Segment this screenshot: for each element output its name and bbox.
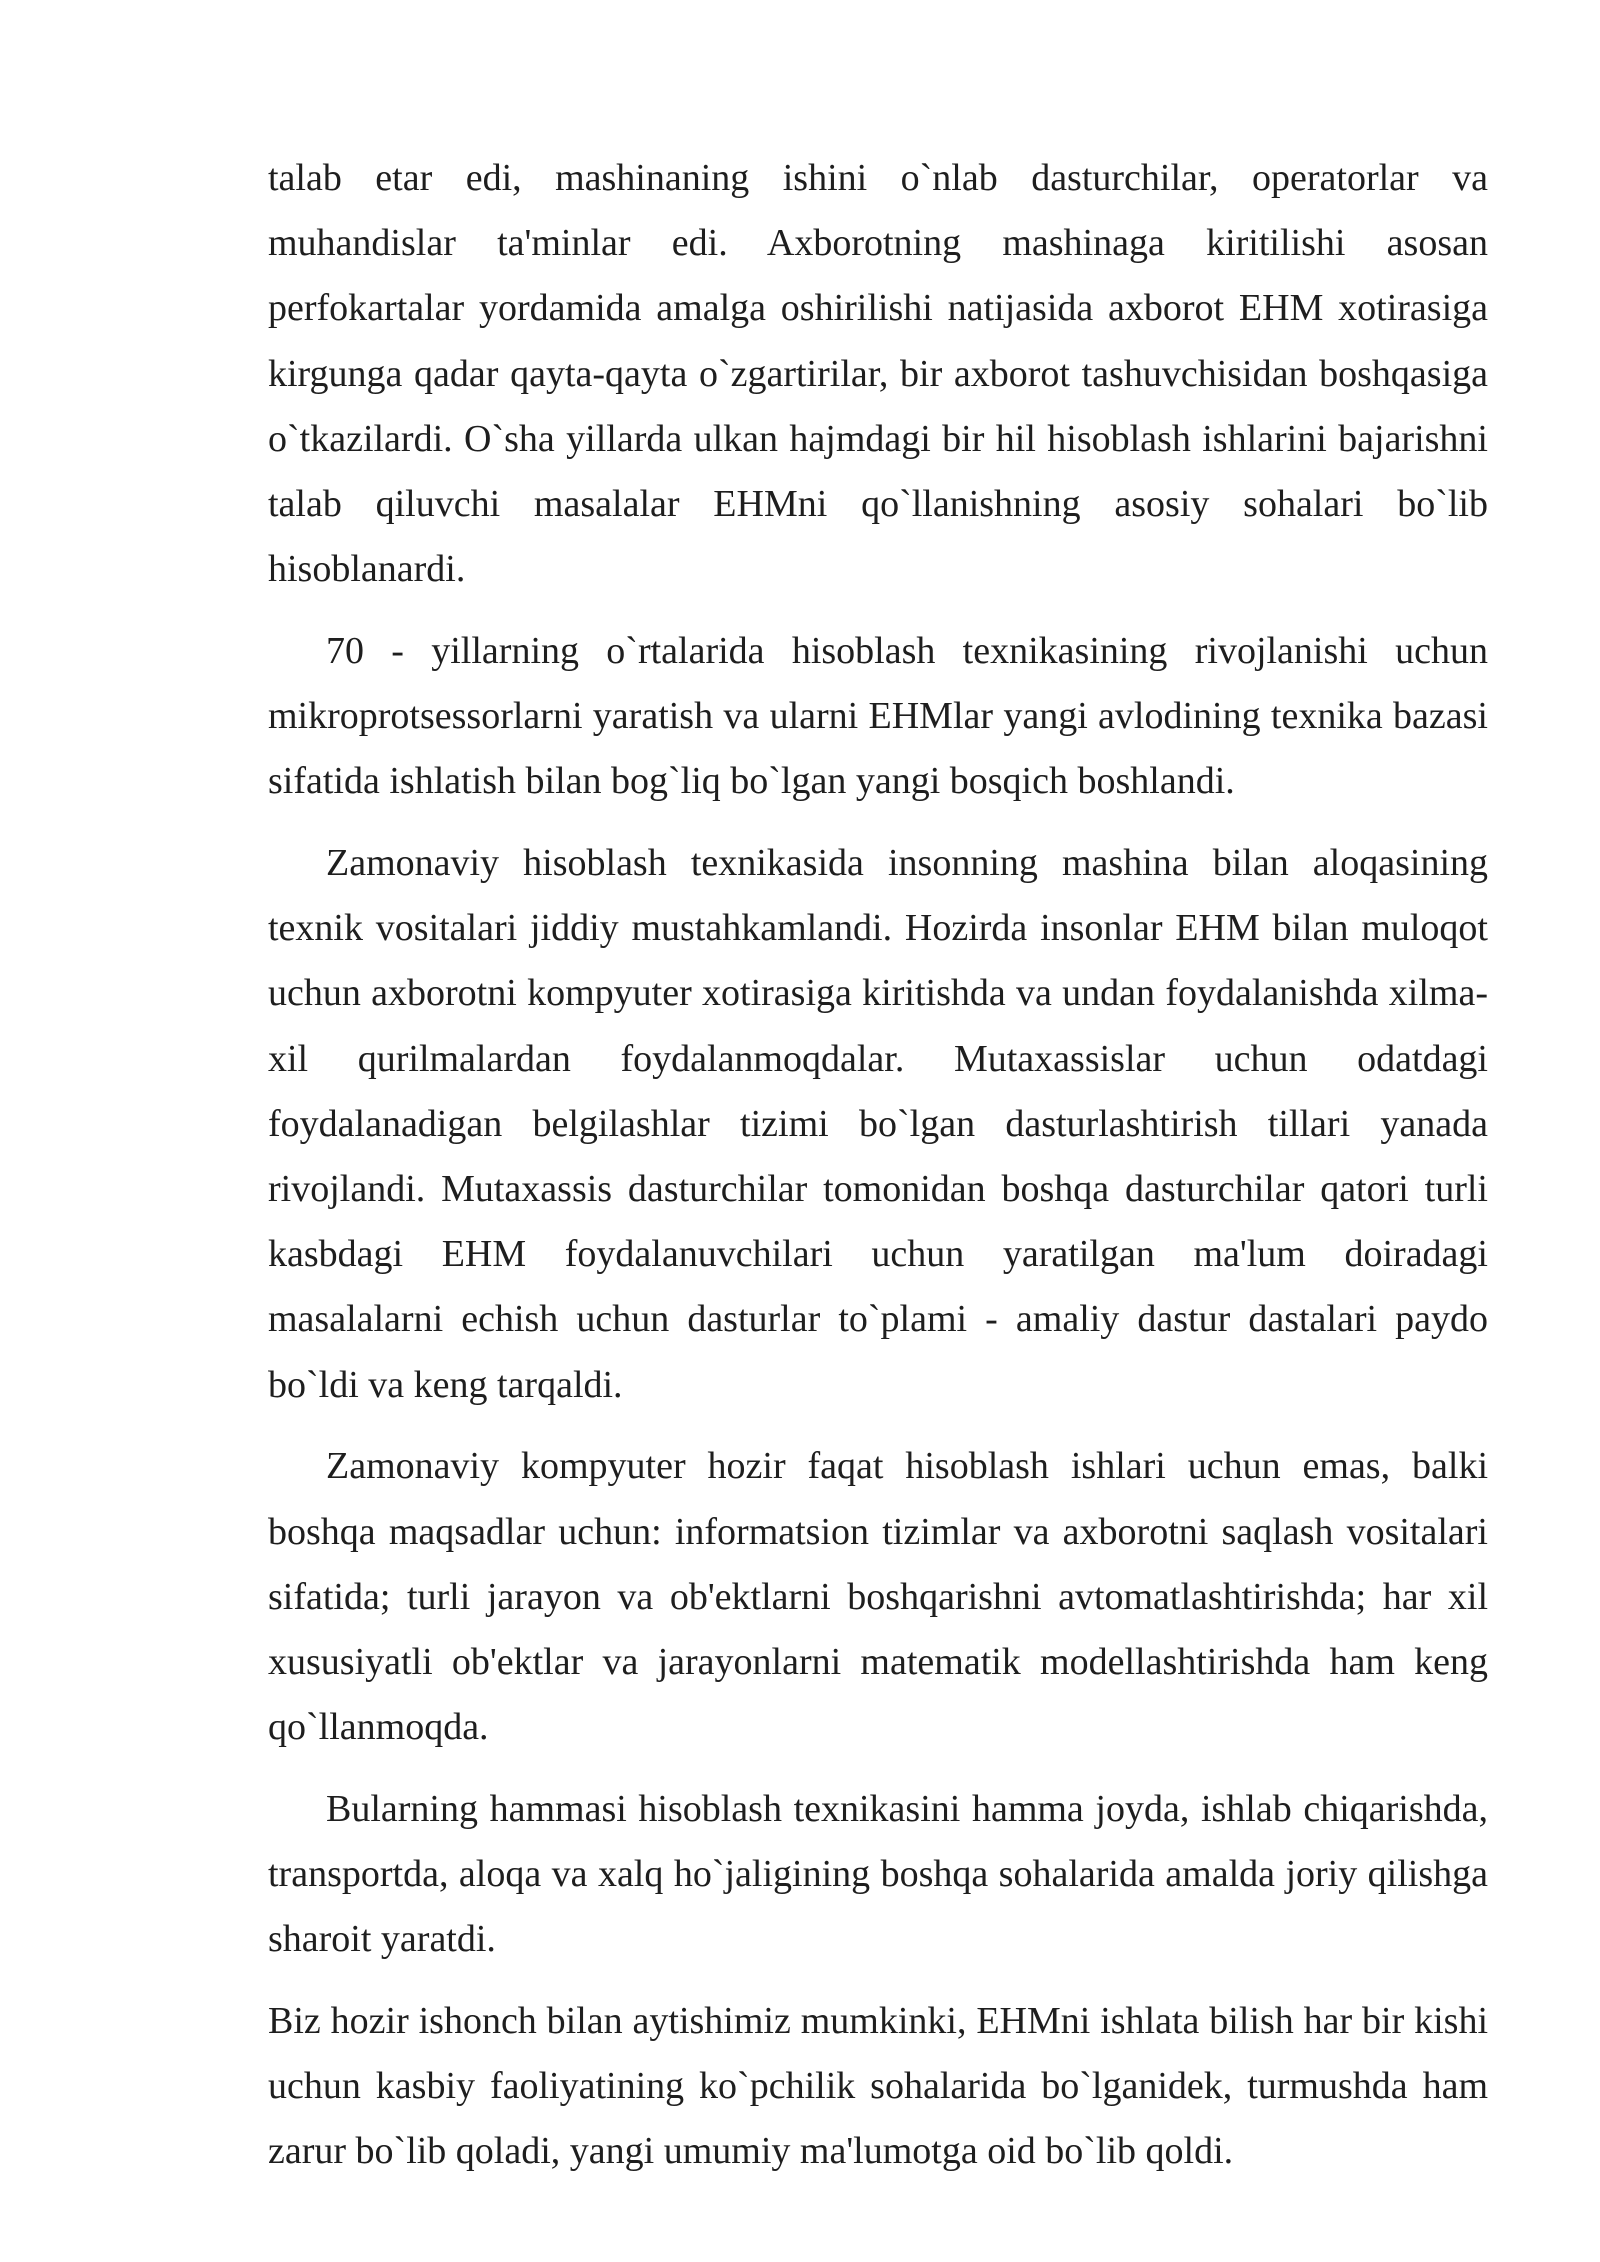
paragraph-3: Zamonaviy hisoblash texnikasida insonning mashina bilan aloqasining texnik vositalari jiddiy mustahkamlandi. Hozirda insonlar EHM bilan muloqot uchun axborotni kompyuter xotirasiga kiritishda va undan foydalanishda xilma-xil qurilmalardan foydalanmoqdalar. Mutaxassislar uchun odatdagi foydalanadigan belgilashlar tizimi bo`lgan dasturlashtirish tillari yanada rivojlandi. Mutaxassis dasturchilar tomonidan boshqa dasturchilar qatori turli kasbdagi EHM foydalanuvchilari uchun yaratilgan ma'lum doiradagi masalalarni echish uchun dasturlar to`plami - amaliy dastur dastalari paydo bo`ldi va keng tarqaldi. <box>268 842 1488 1406</box>
paragraph-6: Biz hozir ishonch bilan aytishimiz mumkinki, EHMni ishlata bilish har bir kishi uchun kasbiy faoliyatining ko`pchilik sohalarida bo`lganidek, turmushda ham zarur bo`lib qoladi, yangi umumiy ma'lumotga oid bo`lib qoldi. <box>268 1999 1488 2173</box>
document-body <box>268 146 1488 2201</box>
paragraph-2: 70 - yillarning o`rtalarida hisoblash texnikasining rivojlanishi uchun mikroprotsessorlarni yaratish va ularni EHMlar yangi avlodining texnika bazasi sifatida ishlatish bilan bog`liq bo`lgan yangi bosqich boshlandi. <box>268 629 1488 803</box>
paragraph-4: Zamonaviy kompyuter hozir faqat hisoblash ishlari uchun emas, balki boshqa maqsadlar uchun: informatsion tizimlar va axborotni saqlash vositalari sifatida; turli jarayon va ob'ektlarni boshqarishni avtomatlashtirishda; har xil xususiyatli ob'ektlar va jarayonlarni matematik modellashtirishda ham keng qo`llanmoqda. <box>268 1445 1488 1749</box>
paragraph-5: Bularning hammasi hisoblash texnikasini hamma joyda, ishlab chiqarishda, transportda, aloqa va xalq ho`jaligining boshqa sohalarida amalda joriy qilishga sharoit yaratdi. <box>268 1787 1488 1961</box>
paragraph-1: talab etar edi, mashinaning ishini o`nlab dasturchilar, operatorlar va muhandislar ta'minlar edi. Axborotning mashinaga kiritilishi asosan perfokartalar yordamida amalga oshirilishi natijasida axborot EHM xotirasiga kirgunga qadar qayta-qayta o`zgartirilar, bir axborot tashuvchisidan boshqasiga o`tkazilardi. O`sha yillarda ulkan hajmdagi bir hil hisoblash ishlarini bajarishni talab qiluvchi masalalar EHMni qo`llanishning asosiy sohalari bo`lib hisoblanardi. <box>268 157 1488 591</box>
